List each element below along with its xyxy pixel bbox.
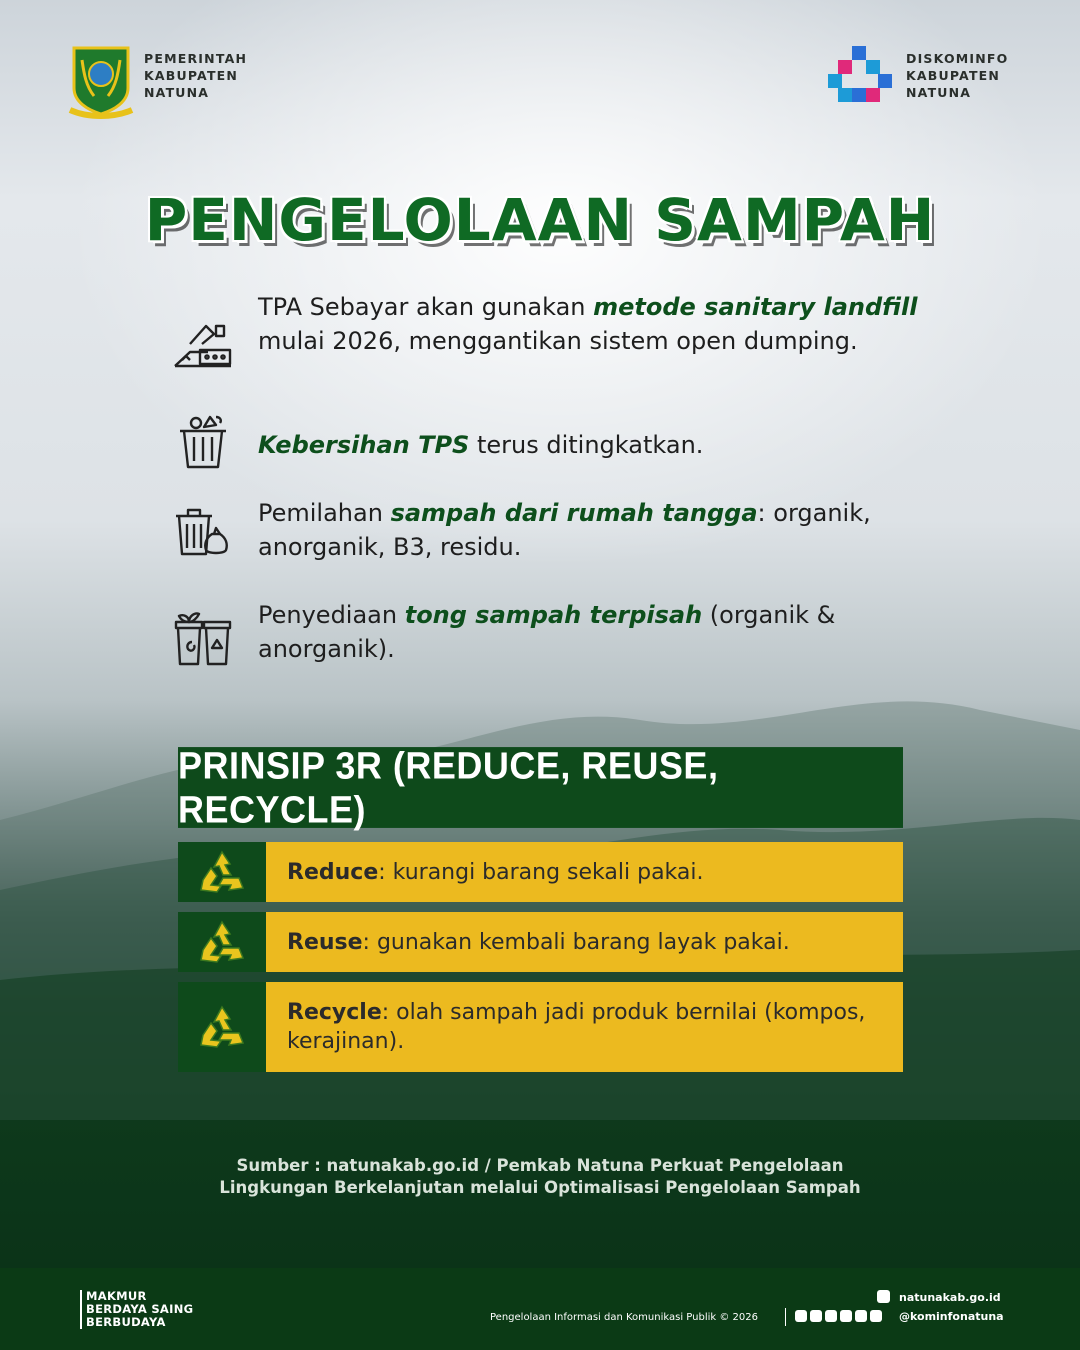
footer-copyright: Pengelolaan Informasi dan Komunikasi Publik © 2026 (490, 1312, 758, 1323)
source-line: Lingkungan Berkelanjutan melalui Optimalisasi Pengelolaan Sampah (219, 1178, 861, 1197)
point-text-plain: TPA Sebayar akan gunakan (258, 293, 594, 321)
natuna-regency-emblem-icon (68, 44, 134, 120)
point-text-plain: mulai 2026, menggantikan sistem open dumping. (258, 327, 858, 355)
household-waste-icon (172, 500, 234, 562)
point-text (258, 598, 938, 666)
principle-term: Reuse (287, 929, 363, 955)
point-text (258, 290, 938, 358)
principle-badge (178, 982, 266, 1072)
footer-motto (80, 1290, 193, 1329)
recycle-icon (199, 850, 245, 894)
motto-line: BERBUDAYA (86, 1315, 166, 1329)
point-text-highlight: Kebersihan TPS (258, 431, 470, 459)
left-org-line: PEMERINTAH (144, 51, 248, 66)
recycle-icon (199, 920, 245, 964)
principle-desc: : olah sampah jadi produk bernilai (kompos, kerajinan). (287, 1000, 866, 1054)
principle-row-text (266, 912, 903, 972)
point-text-plain: Pemilahan (258, 499, 391, 527)
principle-row-reduce (178, 842, 903, 902)
youtube-icon[interactable] (840, 1310, 852, 1322)
facebook-icon[interactable] (795, 1310, 807, 1322)
point-text (258, 496, 938, 564)
social-icons (795, 1310, 882, 1322)
tiktok-icon[interactable] (855, 1310, 867, 1322)
principle-row-reuse (178, 912, 903, 972)
principle-row-recycle (178, 982, 903, 1072)
principle-badge (178, 842, 266, 902)
diskominfo-logo-icon (826, 44, 894, 112)
landfill-icon (172, 314, 234, 376)
footer-bar (0, 1268, 1080, 1350)
motto-line: MAKMUR (86, 1289, 147, 1303)
principle-desc: : gunakan kembali barang layak pakai. (362, 929, 790, 955)
principle-desc: : kurangi barang sekali pakai. (378, 859, 704, 885)
principle-term: Recycle (287, 1000, 382, 1025)
point-text-plain: Penyediaan (258, 601, 405, 629)
right-org-line: DISKOMINFO (906, 51, 1009, 66)
globe-icon (877, 1290, 890, 1303)
principle-badge (178, 912, 266, 972)
social-handle[interactable]: @kominfonatuna (899, 1310, 1004, 1323)
trash-bin-icon (172, 411, 234, 473)
principle-row-text (266, 842, 903, 902)
separated-bins-icon (172, 606, 234, 668)
point-text-highlight: metode sanitary landfill (593, 293, 918, 321)
point-text (258, 428, 938, 462)
point-text-highlight: tong sampah terpisah (404, 601, 703, 629)
right-org-name (906, 50, 1046, 101)
point-text-plain: (organik & anorganik). (258, 601, 836, 663)
motto-line: BERDAYA SAING (86, 1302, 194, 1316)
left-org-name (144, 50, 284, 101)
recycle-icon (199, 1005, 245, 1049)
point-text-highlight: sampah dari rumah tangga (390, 499, 758, 527)
principle-3r-banner: PRINSIP 3R (REDUCE, REUSE, RECYCLE) (178, 747, 903, 828)
principle-term: Reduce (287, 859, 379, 885)
threads-icon[interactable] (870, 1310, 882, 1322)
point-text-plain: : organik, anorganik, B3, residu. (258, 499, 871, 561)
footer-divider (785, 1308, 786, 1326)
source-citation (0, 1155, 1080, 1199)
left-org-line: NATUNA (144, 85, 210, 100)
right-org-line: KABUPATEN (906, 68, 1001, 83)
instagram-icon[interactable] (810, 1310, 822, 1322)
right-org-line: NATUNA (906, 85, 972, 100)
principle-row-text (266, 982, 903, 1072)
source-line: Sumber : natunakab.go.id / Pemkab Natuna Perkuat Pengelolaan (236, 1156, 844, 1175)
left-org-line: KABUPATEN (144, 68, 239, 83)
website-link[interactable]: natunakab.go.id (899, 1291, 1001, 1304)
point-text-plain: terus ditingkatkan. (469, 431, 704, 459)
page-title: PENGELOLAAN SAMPAH (144, 186, 936, 254)
x-icon[interactable] (825, 1310, 837, 1322)
